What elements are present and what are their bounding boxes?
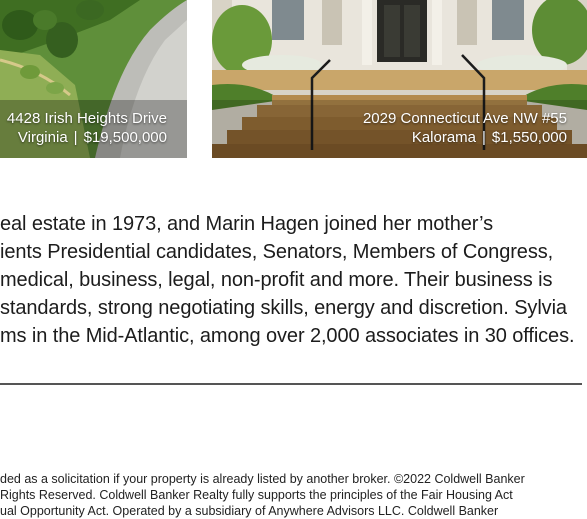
section-divider <box>0 383 582 385</box>
legal-line: Rights Reserved. Coldwell Banker Realty fully supports the principles of the Fair Housing Act <box>0 488 513 502</box>
listing-caption-left <box>7 109 167 147</box>
listing-location: Kalorama <box>411 129 477 146</box>
listing-caption-right <box>363 109 567 147</box>
bio-line: eal estate in 1973, and Marin Hagen joined her mother’s <box>0 213 493 235</box>
listing-location: Virginia <box>17 129 68 146</box>
listing-address: 2029 Connecticut Ave NW #55 <box>362 110 567 127</box>
legal-disclaimer <box>0 471 587 519</box>
listing-photo-right[interactable] <box>212 0 587 158</box>
legal-line: ual Opportunity Act. Operated by a subsidiary of Anywhere Advisors LLC. Coldwell Banker <box>0 504 499 518</box>
listing-photo-left[interactable] <box>0 0 187 158</box>
listing-price: $1,550,000 <box>491 129 567 146</box>
listing-address: 4428 Irish Heights Drive <box>6 110 167 127</box>
listing-price: $19,500,000 <box>83 129 167 146</box>
listing-location-price <box>7 128 167 147</box>
caption-separator: | <box>73 129 78 146</box>
bio-line: medical, business, legal, non-profit and more. Their business is <box>0 269 553 291</box>
listing-location-price <box>363 128 567 147</box>
bio-line: ms in the Mid-Atlantic, among over 2,000 associates in 30 offices. <box>0 325 575 347</box>
bio-line: ients Presidential candidates, Senators, Members of Congress, <box>0 241 554 263</box>
caption-separator: | <box>482 129 486 146</box>
bio-paragraph <box>0 210 587 350</box>
legal-line: ded as a solicitation if your property is already listed by another broker. ©2022 Coldwell Banker <box>0 472 525 486</box>
bio-line: standards, strong negotiating skills, energy and discretion. Sylvia <box>0 297 567 319</box>
